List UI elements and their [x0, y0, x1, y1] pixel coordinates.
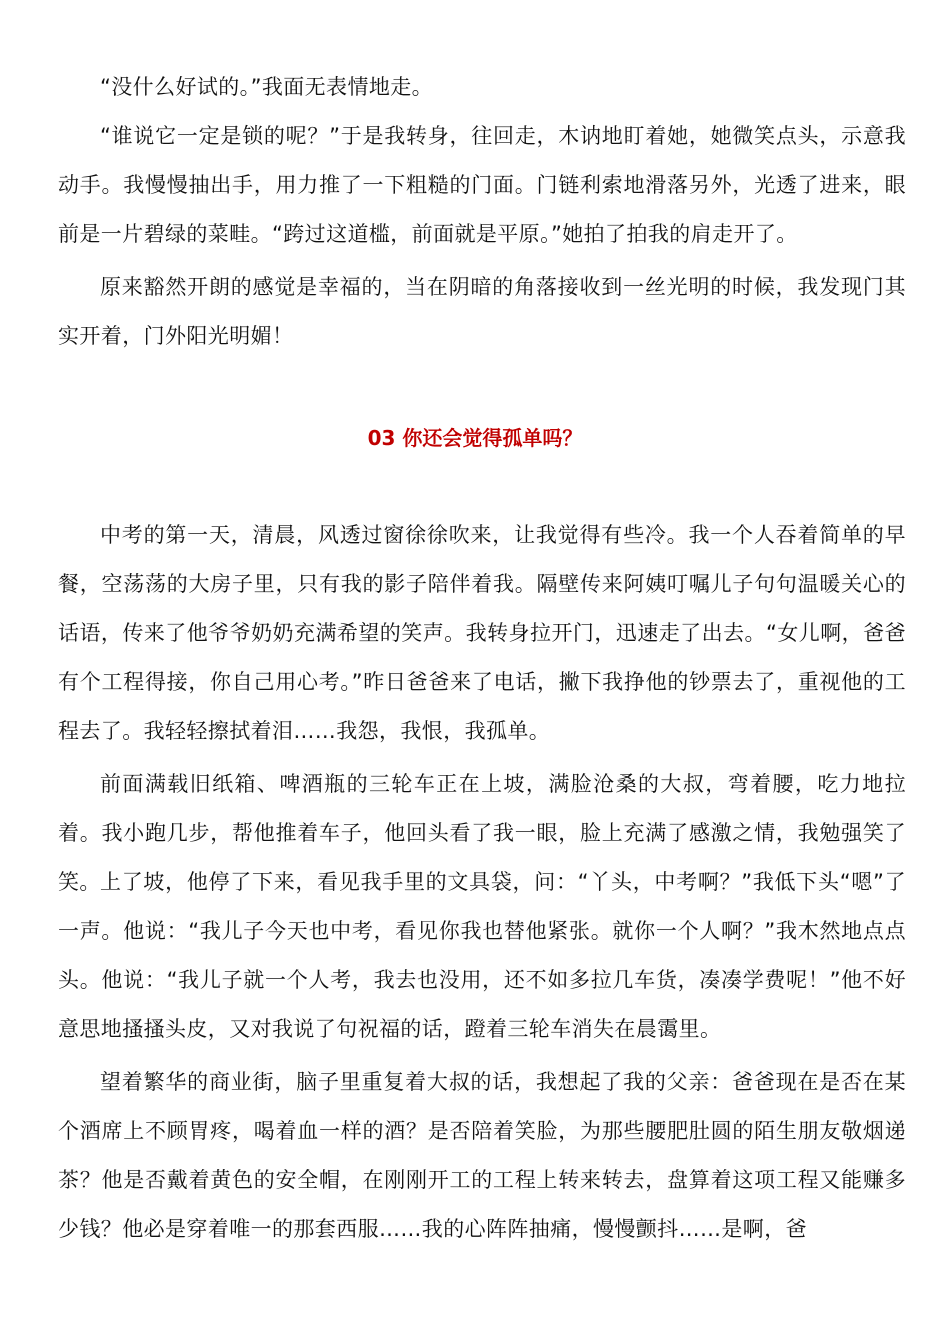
paragraph-dialogue-1: “没什么好试的。”我面无表情地走。 — [100, 75, 434, 99]
paragraph-conversation: 上了坡，他停了下来，看见我手里的文具袋，问：“丫头，中考啊？”我低下头“嗯”了一声。他说：“我儿子今天也中考，看见你我也替他紧张。就你一个人啊？”我木然地点点头。他说：“我儿子就一个人考，我去也没用，还不如多拉几车货，凑凑学费呢！”他不好意思地搔搔头皮，又对我说了句祝福的话，蹬着三轮车消失在晨霭里。 — [58, 870, 906, 1041]
paragraph-dialogue-2: “谁说它一定是锁的呢？”于是我转身，往回走，木讷地盯着她，她微笑点头，示意我动手。我慢慢抽出手，用力推了一下粗糙的门面。门链利索地滑落另外，光透了进来，眼前是一片碧绿的菜畦。“跨过这道槛，前面就是平原。”她拍了拍我的肩走开了。 — [58, 124, 906, 246]
section-heading: 03 你还会觉得孤单吗？ — [367, 426, 583, 450]
paragraph-exam-morning: 中考的第一天，清晨，风透过窗徐徐吹来，让我觉得有些冷。我一个人吞着简单的早餐，空荡荡的大房子里，只有我的影子陪伴着我。隔壁传来阿姨叮嘱儿子句句温暖关心的话语，传来了他爷爷奶奶充满希望的笑声。我转身拉开门，迅速走了出去。“女儿啊，爸爸有个工程得接，你自己用心考。”昨日爸爸来了电话，撇下我挣他的钞票去了，重视他的工程去了。我轻轻擦拭着泪……我怨，我恨，我孤单。 — [58, 523, 906, 743]
paragraph-father: 望着繁华的商业街，脑子里重复着大叔的话，我想起了我的父亲：爸爸现在是否在某个酒席上不顾胃疼，喝着血一样的酒？是否陪着笑脸，为那些腰肥肚圆的陌生朋友敬烟递茶？他是否戴着黄色的安全帽，在刚刚开工的工程上转来转去，盘算着这项工程又能赚多少钱？他必是穿着唯一的那套西服……我的心阵阵抽痛，慢慢颤抖……是啊，爸 — [58, 1070, 906, 1241]
paragraph-conclusion: 原来豁然开朗的感觉是幸福的，当在阴暗的角落接收到一丝光明的时候，我发现门其实开着，门外阳光明媚！ — [58, 275, 906, 348]
paragraph-tricycle: 前面满载旧纸箱、啤酒瓶的三轮车正在上坡，满脸沧桑的大叔，弯着腰，吃力地拉着。我小跑几步，帮他推着车子，他回头看了我一眼，脸上充满了感激之情，我勉强笑了笑。 — [58, 772, 906, 894]
